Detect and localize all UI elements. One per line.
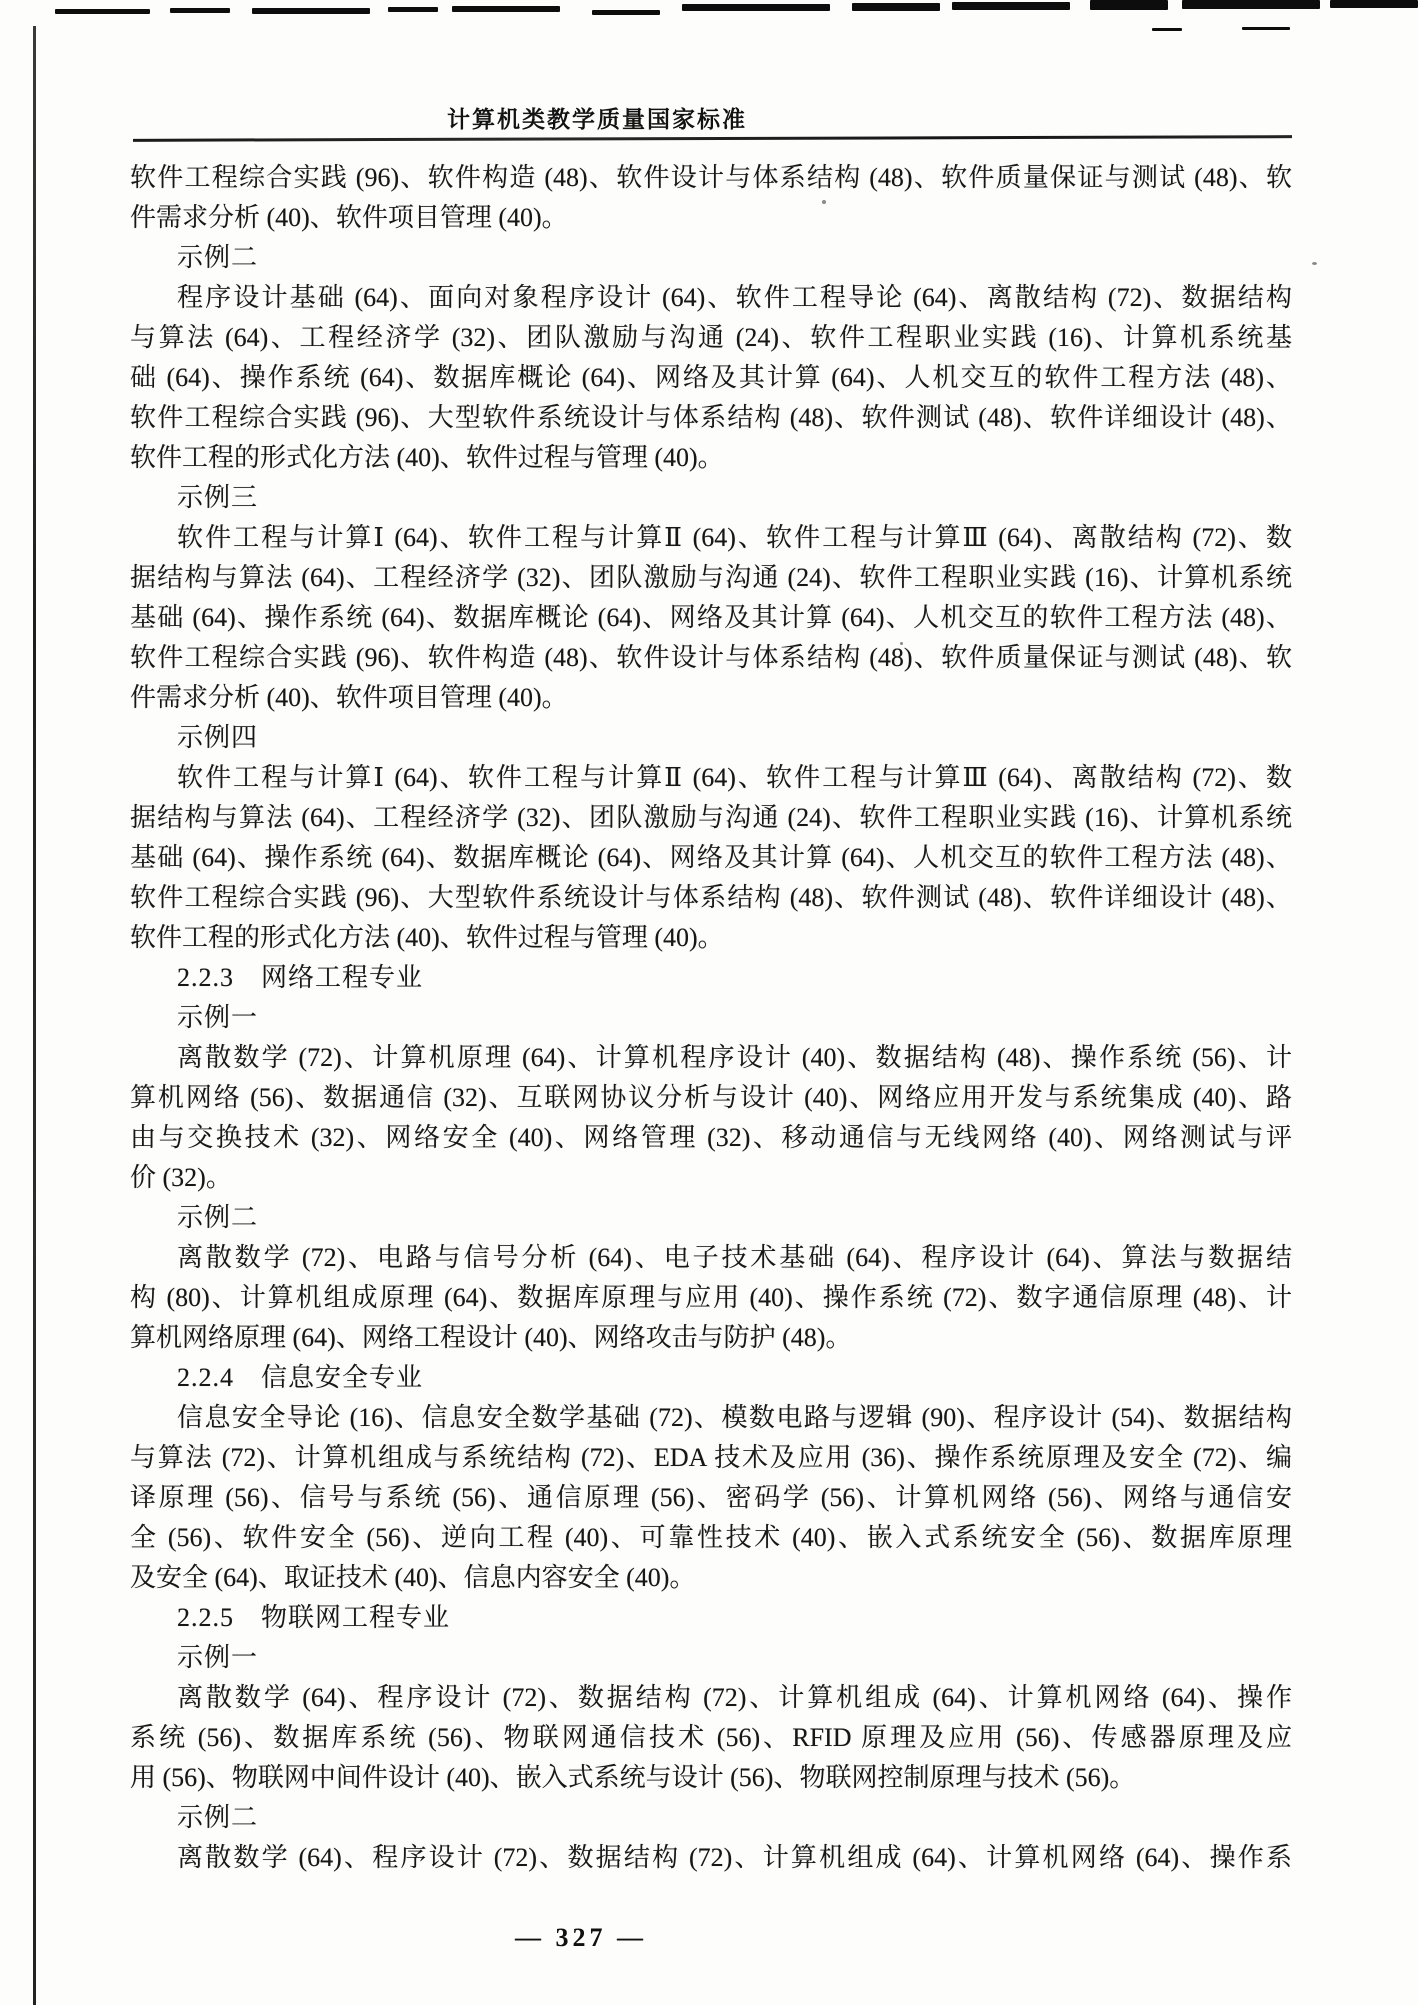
example-label-2: 示例二 — [177, 243, 259, 272]
scan-edge-line — [33, 26, 36, 2005]
text-line: 与算法 (72)、计算机组成与系统结构 (72)、EDA 技术及应用 (36)、操作系统原理及安全 (72)、编 — [130, 1443, 1292, 1472]
text-line: 软件工程与计算Ⅰ (64)、软件工程与计算Ⅱ (64)、软件工程与计算Ⅲ (64)、离散结构 (72)、数 — [177, 523, 1292, 552]
example-label-2-network: 示例二 — [177, 1203, 259, 1232]
text-line: 据结构与算法 (64)、工程经济学 (32)、团队激励与沟通 (24)、软件工程职业实践 (16)、计算机系统 — [130, 563, 1292, 592]
scan-mark — [852, 3, 940, 11]
scan-mark — [55, 9, 150, 14]
text-line: 译原理 (56)、信号与系统 (56)、通信原理 (56)、密码学 (56)、计算机网络 (56)、网络与通信安 — [130, 1483, 1292, 1512]
scan-mark — [1090, 0, 1168, 10]
header-rule — [133, 135, 1292, 142]
scan-mark — [682, 4, 830, 11]
text-line: 价 (32)。 — [130, 1163, 232, 1192]
scan-speck — [1312, 262, 1317, 265]
scan-mark — [1242, 27, 1290, 30]
scan-mark — [252, 8, 370, 14]
text-line: 算机网络 (56)、数据通信 (32)、互联网协议分析与设计 (40)、网络应用开发与系统集成 (40)、路 — [130, 1083, 1292, 1112]
example-label-3: 示例三 — [177, 483, 259, 512]
page-footer — [0, 1923, 1418, 1953]
text-line: 全 (56)、软件安全 (56)、逆向工程 (40)、可靠性技术 (40)、嵌入式系统安全 (56)、数据库原理 — [130, 1523, 1292, 1552]
section-heading-2-2-5: 2.2.5 物联网工程专业 — [177, 1603, 451, 1632]
text-line: 软件工程综合实践 (96)、大型软件系统设计与体系结构 (48)、软件测试 (48)、软件详细设计 (48)、 — [130, 883, 1292, 912]
text-line: 与算法 (64)、工程经济学 (32)、团队激励与沟通 (24)、软件工程职业实践 (16)、计算机系统基 — [130, 323, 1292, 352]
scan-mark — [452, 6, 560, 12]
scan-mark — [1152, 28, 1182, 31]
scan-mark — [170, 8, 230, 13]
text-line: 件需求分析 (40)、软件项目管理 (40)。 — [130, 203, 568, 232]
text-line: 离散数学 (64)、程序设计 (72)、数据结构 (72)、计算机组成 (64)、计算机网络 (64)、操作 — [177, 1683, 1292, 1712]
page-header-title: 计算机类教学质量国家标准 — [447, 107, 747, 132]
text-line: 用 (56)、物联网中间件设计 (40)、嵌入式系统与设计 (56)、物联网控制原理与技术 (56)。 — [130, 1763, 1136, 1792]
text-line: 基础 (64)、操作系统 (64)、数据库概论 (64)、网络及其计算 (64)、人机交互的软件工程方法 (48)、 — [130, 843, 1292, 872]
text-line: 础 (64)、操作系统 (64)、数据库概论 (64)、网络及其计算 (64)、人机交互的软件工程方法 (48)、 — [130, 363, 1292, 392]
text-line: 及安全 (64)、取证技术 (40)、信息内容安全 (40)。 — [130, 1563, 696, 1592]
section-heading-2-2-3: 2.2.3 网络工程专业 — [177, 963, 424, 992]
section-heading-2-2-4: 2.2.4 信息安全专业 — [177, 1363, 424, 1392]
text-line: 软件工程综合实践 (96)、软件构造 (48)、软件设计与体系结构 (48)、软件质量保证与测试 (48)、软 — [130, 163, 1292, 192]
text-line: 信息安全导论 (16)、信息安全数学基础 (72)、模数电路与逻辑 (90)、程序设计 (54)、数据结构 — [177, 1403, 1292, 1432]
example-label-2-iot: 示例二 — [177, 1803, 259, 1832]
page-number: — 327 — — [515, 1923, 647, 1952]
text-line: 系统 (56)、数据库系统 (56)、物联网通信技术 (56)、RFID 原理及应用 (56)、传感器原理及应 — [130, 1723, 1292, 1752]
text-line: 程序设计基础 (64)、面向对象程序设计 (64)、软件工程导论 (64)、离散结构 (72)、数据结构 — [177, 283, 1292, 312]
scan-mark — [592, 10, 660, 15]
example-label-4: 示例四 — [177, 723, 259, 752]
scan-mark — [1182, 0, 1320, 9]
text-line: 据结构与算法 (64)、工程经济学 (32)、团队激励与沟通 (24)、软件工程职业实践 (16)、计算机系统 — [130, 803, 1292, 832]
text-line: 离散数学 (64)、程序设计 (72)、数据结构 (72)、计算机组成 (64)、计算机网络 (64)、操作系 — [177, 1843, 1292, 1872]
text-line: 软件工程与计算Ⅰ (64)、软件工程与计算Ⅱ (64)、软件工程与计算Ⅲ (64)、离散结构 (72)、数 — [177, 763, 1292, 792]
text-line: 软件工程综合实践 (96)、大型软件系统设计与体系结构 (48)、软件测试 (48)、软件详细设计 (48)、 — [130, 403, 1292, 432]
text-line: 基础 (64)、操作系统 (64)、数据库概论 (64)、网络及其计算 (64)、人机交互的软件工程方法 (48)、 — [130, 603, 1292, 632]
text-line: 离散数学 (72)、计算机原理 (64)、计算机程序设计 (40)、数据结构 (48)、操作系统 (56)、计 — [177, 1043, 1292, 1072]
text-line: 软件工程的形式化方法 (40)、软件过程与管理 (40)。 — [130, 443, 724, 472]
text-line: 由与交换技术 (32)、网络安全 (40)、网络管理 (32)、移动通信与无线网络 (40)、网络测试与评 — [130, 1123, 1292, 1152]
example-label-1-network: 示例一 — [177, 1003, 259, 1032]
text-line: 件需求分析 (40)、软件项目管理 (40)。 — [130, 683, 568, 712]
example-label-1-iot: 示例一 — [177, 1643, 259, 1672]
text-line: 构 (80)、计算机组成原理 (64)、数据库原理与应用 (40)、操作系统 (72)、数字通信原理 (48)、计 — [130, 1283, 1292, 1312]
text-line: 软件工程的形式化方法 (40)、软件过程与管理 (40)。 — [130, 923, 724, 952]
document-body — [130, 158, 1292, 1878]
scan-mark — [1330, 0, 1418, 8]
scan-mark — [388, 7, 438, 12]
text-line: 算机网络原理 (64)、网络工程设计 (40)、网络攻击与防护 (48)。 — [130, 1323, 852, 1352]
scan-mark — [952, 2, 1070, 10]
text-line: 离散数学 (72)、电路与信号分析 (64)、电子技术基础 (64)、程序设计 (64)、算法与数据结 — [177, 1243, 1292, 1272]
text-line: 软件工程综合实践 (96)、软件构造 (48)、软件设计与体系结构 (48)、软件质量保证与测试 (48)、软 — [130, 643, 1292, 672]
